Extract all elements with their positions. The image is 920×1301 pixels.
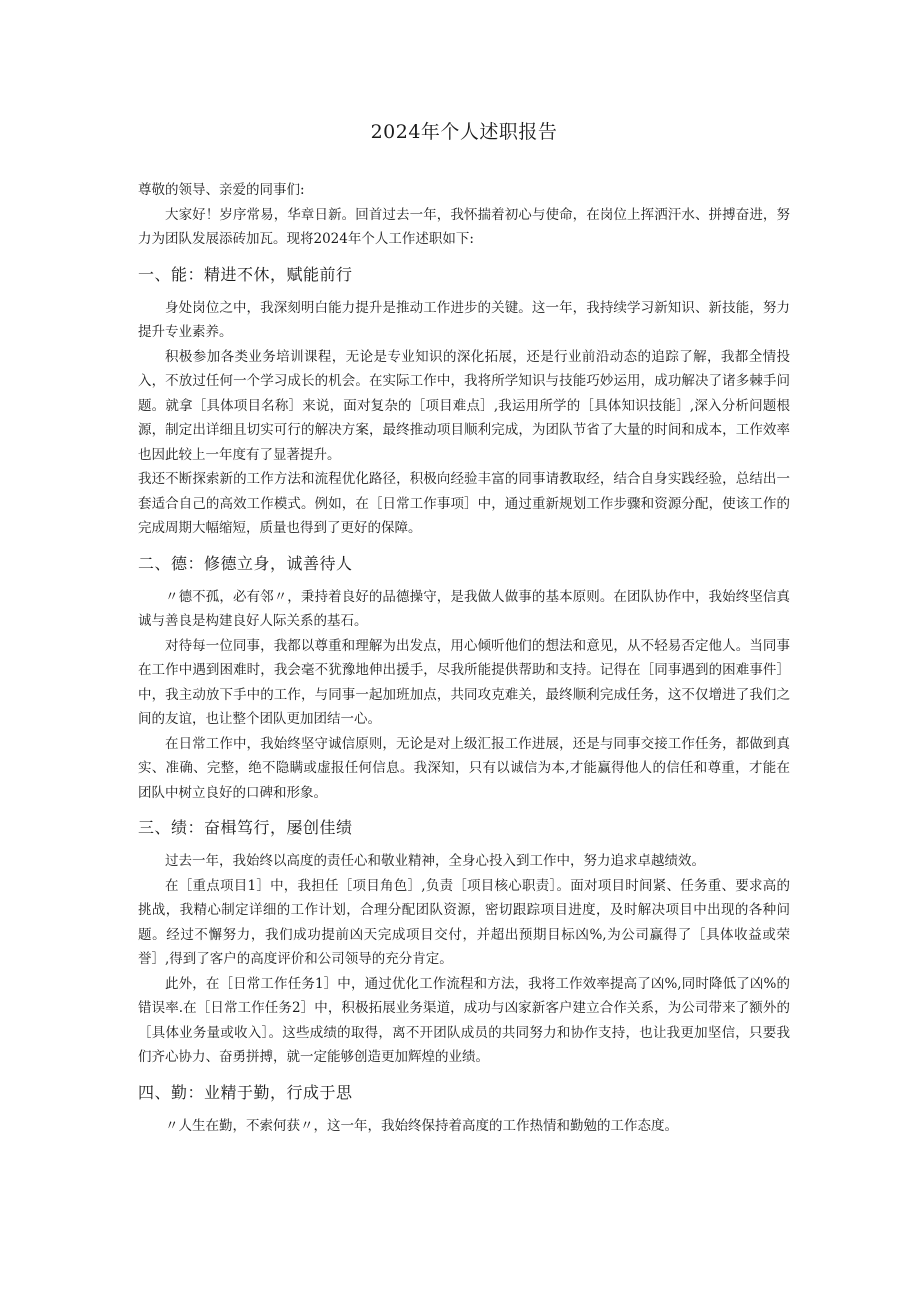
section-heading: 四、勤：业精于勤，行成于思 <box>138 1082 353 1102</box>
paragraph: 〃德不孤，必有邻〃，秉持着良好的品德操守，是我做人做事的基本原则。在团队协作中，我始终坚信真诚与善良是构建良好人际关系的基石。 <box>138 588 790 629</box>
document-body <box>138 178 790 1138</box>
paragraph: 过去一年，我始终以高度的责任心和敬业精神，全身心投入到工作中，努力追求卓越绩效。 <box>165 853 705 869</box>
paragraph: 〃人生在勤，不索何获〃，这一年，我始终保持着高度的工作热情和勤勉的工作态度。 <box>165 1117 678 1134</box>
paragraph: 积极参加各类业务培训课程，无论是专业知识的深化拓展，还是行业前沿动态的追踪了解，我都全情投入，不放过任何一个学习成长的机会。在实际工作中，我将所学知识与技能巧妙运用，成功解决了诸多棘手问题。就拿［具体项目名称］来说，面对复杂的［项目难点］,我运用所学的［具体知识技能］,深入分析问题根源，制定出详细且切实可行的解决方案，最终推动项目顺利完成，为团队节省了大量的时间和成本，工作效率也因此较上一年度有了显著提升。 <box>138 348 790 463</box>
paragraph: 在日常工作中，我始终坚守诚信原则，无论是对上级汇报工作进展，还是与同事交接工作任务，都做到真实、准确、完整，绝不隐瞒或虚报任何信息。我深知，只有以诚信为本,才能赢得他人的信任和尊重，才能在团队中树立良好的口碑和形象。 <box>138 735 790 801</box>
paragraph: 我还不断探索新的工作方法和流程优化路径，积极向经验丰富的同事请教取经，结合自身实践经验，总结出一套适合自己的高效工作模式。例如，在［日常工作事项］中，通过重新规划工作步骤和资源分配，使该工作的完成周期大幅缩短，质量也得到了更好的保障。 <box>138 471 790 536</box>
document-title: 2024年个人述职报告 <box>370 121 558 143</box>
section-diligence <box>138 1080 790 1139</box>
paragraph: 在［重点项目1］中，我担任［项目角色］,负责［项目核心职责］。面对项目时间紧、任务重、要求高的挑战，我精心制定详细的工作计划，合理分配团队资源，密切跟踪项目进度，及时解决项目中出现的各种问题。经过不懈努力，我们成功提前凶天完成项目交付，并超出预期目标凶%,为公司赢得了［具体收益或荣誉］,得到了客户的高度评价和公司领导的充分肯定。 <box>138 877 790 967</box>
section-heading: 三、绩：奋楫笃行，屡创佳绩 <box>138 818 353 837</box>
section-virtue <box>138 551 790 806</box>
intro-paragraph: 大家好！岁序常易，华章日新。回首过去一年，我怀揣着初心与使命，在岗位上挥洒汗水、拼搏奋进，努力为团队发展添砖加瓦。现将2024年个人工作述职如下: <box>138 206 790 247</box>
paragraph: 对待每一位同事，我都以尊重和理解为出发点，用心倾听他们的想法和意见，从不轻易否定他人。当同事在工作中遇到困难时，我会毫不犹豫地伸出援手，尽我所能提供帮助和支持。记得在［同事遇到的困难事件］中，我主动放下手中的工作，与同事一起加班加点，共同攻克难关，最终顺利完成任务，这不仅增进了我们之间的友谊，也让整个团队更加团结一心。 <box>138 637 790 727</box>
paragraph: 此外，在［日常工作任务1］中，通过优化工作流程和方法，我将工作效率提高了凶%,同时降低了凶%的错误率.在［日常工作任务2］中，积极拓展业务渠道，成功与凶家新客户建立合作关系，为公司带来了额外的［具体业务量或收入］。这些成绩的取得，离不开团队成员的共同努力和协作支持，也让我更加坚信，只要我们齐心协力、奋勇拼搏，就一定能够创造更加辉煌的业绩。 <box>138 975 790 1065</box>
section-heading: 一、能：精进不休，赋能前行 <box>138 264 353 284</box>
section-heading: 二、德：修德立身，诚善待人 <box>138 553 353 573</box>
paragraph: 身处岗位之中，我深刻明白能力提升是推动工作进步的关键。这一年，我持续学习新知识、新技能，努力提升专业素养。 <box>138 299 790 340</box>
salutation: 尊敬的领导、亲爱的同事们: <box>138 182 305 198</box>
section-ability <box>138 262 790 541</box>
section-performance <box>138 815 790 1070</box>
